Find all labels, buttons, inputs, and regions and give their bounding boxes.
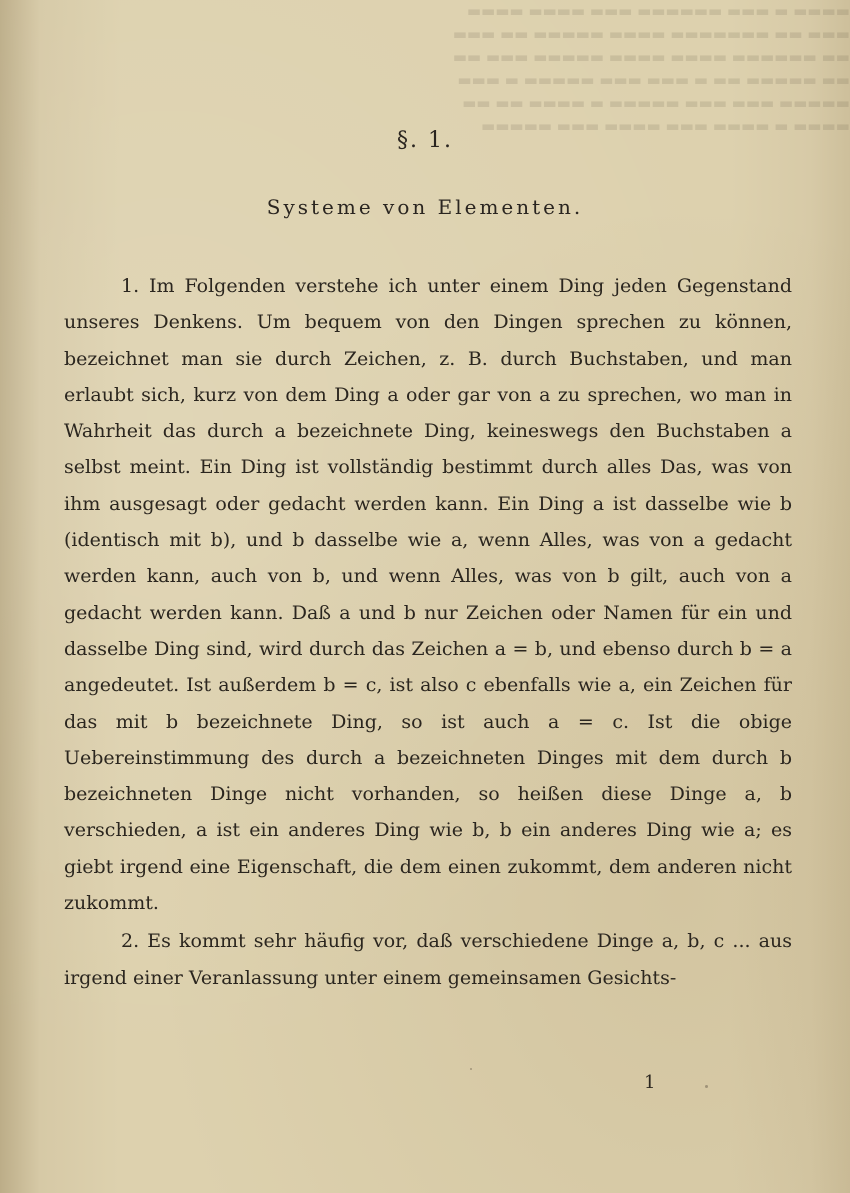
body-text <box>64 268 792 996</box>
page-number: 1 <box>644 1072 656 1093</box>
section-title: Systeme von Elementen. <box>266 195 584 219</box>
paper-speck <box>470 1068 472 1070</box>
section-number: §. 1. <box>397 128 453 153</box>
paragraph-2: 2. Es kommt sehr häufig vor, daß verschiedene Dinge a, b, c ... aus irgend einer Veranlassung unter einem gemeinsamen Gesichts- <box>64 930 792 989</box>
paragraph-1: 1. Im Folgenden verstehe ich unter einem Ding jeden Gegenstand unseres Denkens. Um bequem von den Dingen sprechen zu können, bezeichnet man sie durch Zeichen, z. B. durch Buchstaben, und man erlaubt sich, kurz von dem Ding a oder gar von a zu sprechen, wo man in Wahrheit das durch a bezeichnete Ding, keineswegs den Buchstaben a selbst meint. Ein Ding ist vollständig bestimmt durch alles Das, was von ihm ausgesagt oder gedacht werden kann. Ein Ding a ist dasselbe wie b (identisch mit b), und b dasselbe wie a, wenn Alles, was von a gedacht werden kann, auch von b, und wenn Alles, was von b gilt, auch von a gedacht werden kann. Daß a und b nur Zeichen oder Namen für ein und dasselbe Ding sind, wird durch das Zeichen a = b, und ebenso durch b = a angedeutet. Ist außerdem b = c, ist also c ebenfalls wie a, ein Zeichen für das mit b bezeichnete Ding, so ist auch a = c. Ist die obige Uebereinstimmung des durch a bezeichneten Dinges mit dem durch b bezeichneten Dinge nicht vorhanden, so heißen diese Dinge a, b verschieden, a ist ein anderes Ding wie b, b ein anderes Ding wie a; es giebt irgend eine Eigenschaft, die dem einen zukommt, dem anderen nicht zukommt. <box>64 275 792 915</box>
bleed-through-shadow: ▬▬▬▬ ▬ ▬▬▬ ▬▬▬▬▬▬ ▬▬▬ ▬▬▬▬ ▬▬▬▬ ▬▬▬ ▬▬ ▬▬▬▬▬▬▬ ▬▬▬▬ ▬▬▬▬▬ ▬▬ ▬▬▬ ▬▬ ▬▬▬▬▬▬ ▬▬▬▬ ▬▬▬▬ ▬▬▬▬▬ ▬▬▬ ▬▬ ▬▬ ▬▬▬▬▬ ▬▬ ▬ ▬▬▬ ▬▬▬ ▬▬▬▬▬ ▬ ▬▬▬ ▬▬▬▬▬ ▬▬▬ ▬▬▬ ▬▬▬▬▬ ▬ ▬▬▬▬ ▬▬ ▬▬ ▬▬▬▬ ▬ ▬▬▬▬ ▬▬▬ ▬▬▬▬ ▬▬▬ ▬▬▬▬▬ <box>452 2 850 135</box>
paper-speck <box>705 1085 708 1088</box>
